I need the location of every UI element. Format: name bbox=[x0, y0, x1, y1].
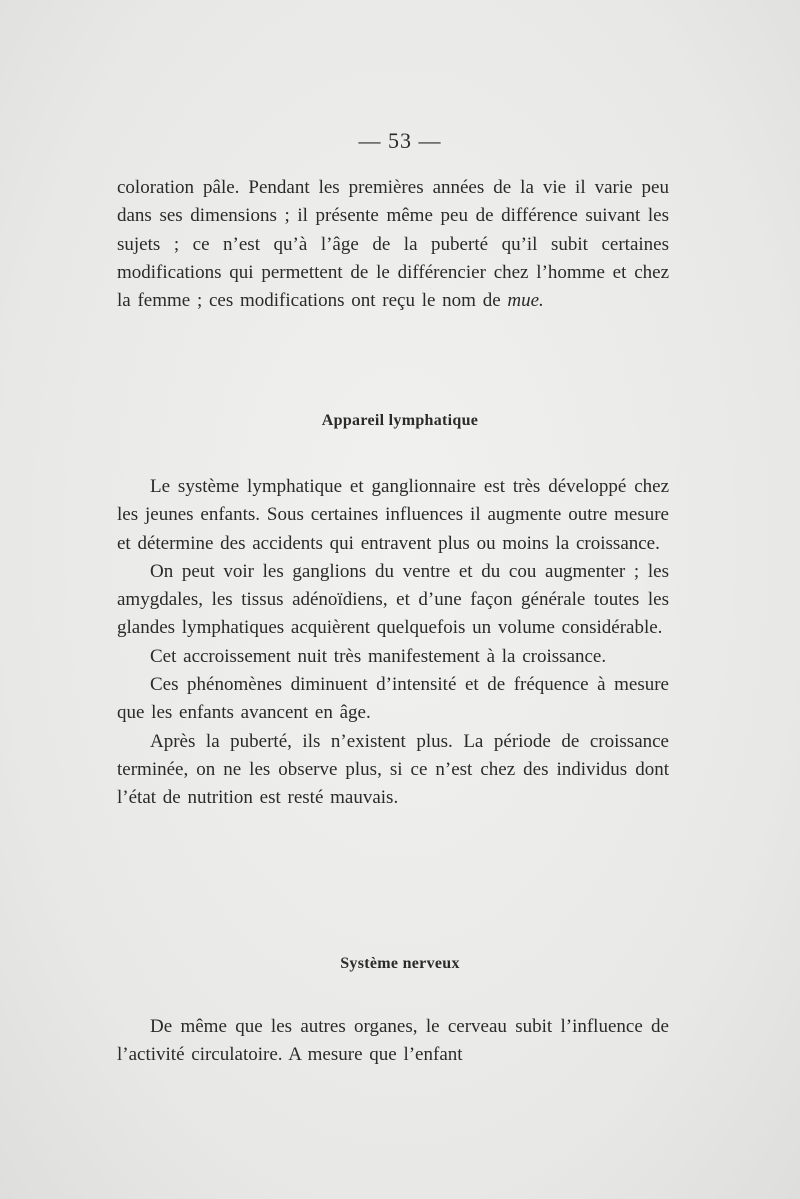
paragraph: Ces phénomènes diminuent d’intensité et de fréquence à mesure que les enfants avancent en âge. bbox=[117, 674, 669, 724]
paragraph: On peut voir les ganglions du ventre et du cou augmenter ; les amygdales, les tissus adénoïdiens, et d’une façon générale toutes les glandes lymphatiques acquièrent quelquefois un volume considérable. bbox=[117, 560, 669, 639]
text-block-nerv bbox=[117, 1013, 669, 1070]
text-block-lymph bbox=[117, 473, 669, 813]
heading-systeme-nerveux: Système nerveux bbox=[340, 955, 460, 972]
paragraph: Le système lymphatique et ganglionnaire est très développé chez les jeunes enfants. Sous certaines influences il augmente outre mesure et détermine des accidents qui entravent plus ou moins la croissance. bbox=[117, 476, 669, 554]
paragraph: Après la puberté, ils n’existent plus. La période de croissance terminée, on ne les observe plus, si ce n’est chez des individus dont l’état de nutrition est resté mauvais. bbox=[117, 730, 669, 809]
text-block-intro bbox=[117, 174, 669, 315]
page-number: — 53 — bbox=[358, 128, 442, 153]
term-mue: mue. bbox=[507, 290, 544, 312]
paragraph-text: coloration pâle. Pendant les premières années de la vie il varie peu dans ses dimensions ; il présente même peu de différence suivant les sujets ; ce n’est qu’à l’âge de la puberté qu’il subit certaines modifications qui permettent de le différencier chez l’homme et chez la femme ; ces modifications ont reçu le nom de bbox=[117, 177, 669, 312]
paragraph: De même que les autres organes, le cerveau subit l’influence de l’activité circulatoire. A mesure que l’enfant bbox=[117, 1016, 669, 1066]
paragraph bbox=[117, 174, 669, 315]
heading-appareil-lymphatique: Appareil lymphatique bbox=[321, 412, 479, 429]
paragraph: Cet accroissement nuit très manifestement à la croissance. bbox=[150, 645, 607, 667]
